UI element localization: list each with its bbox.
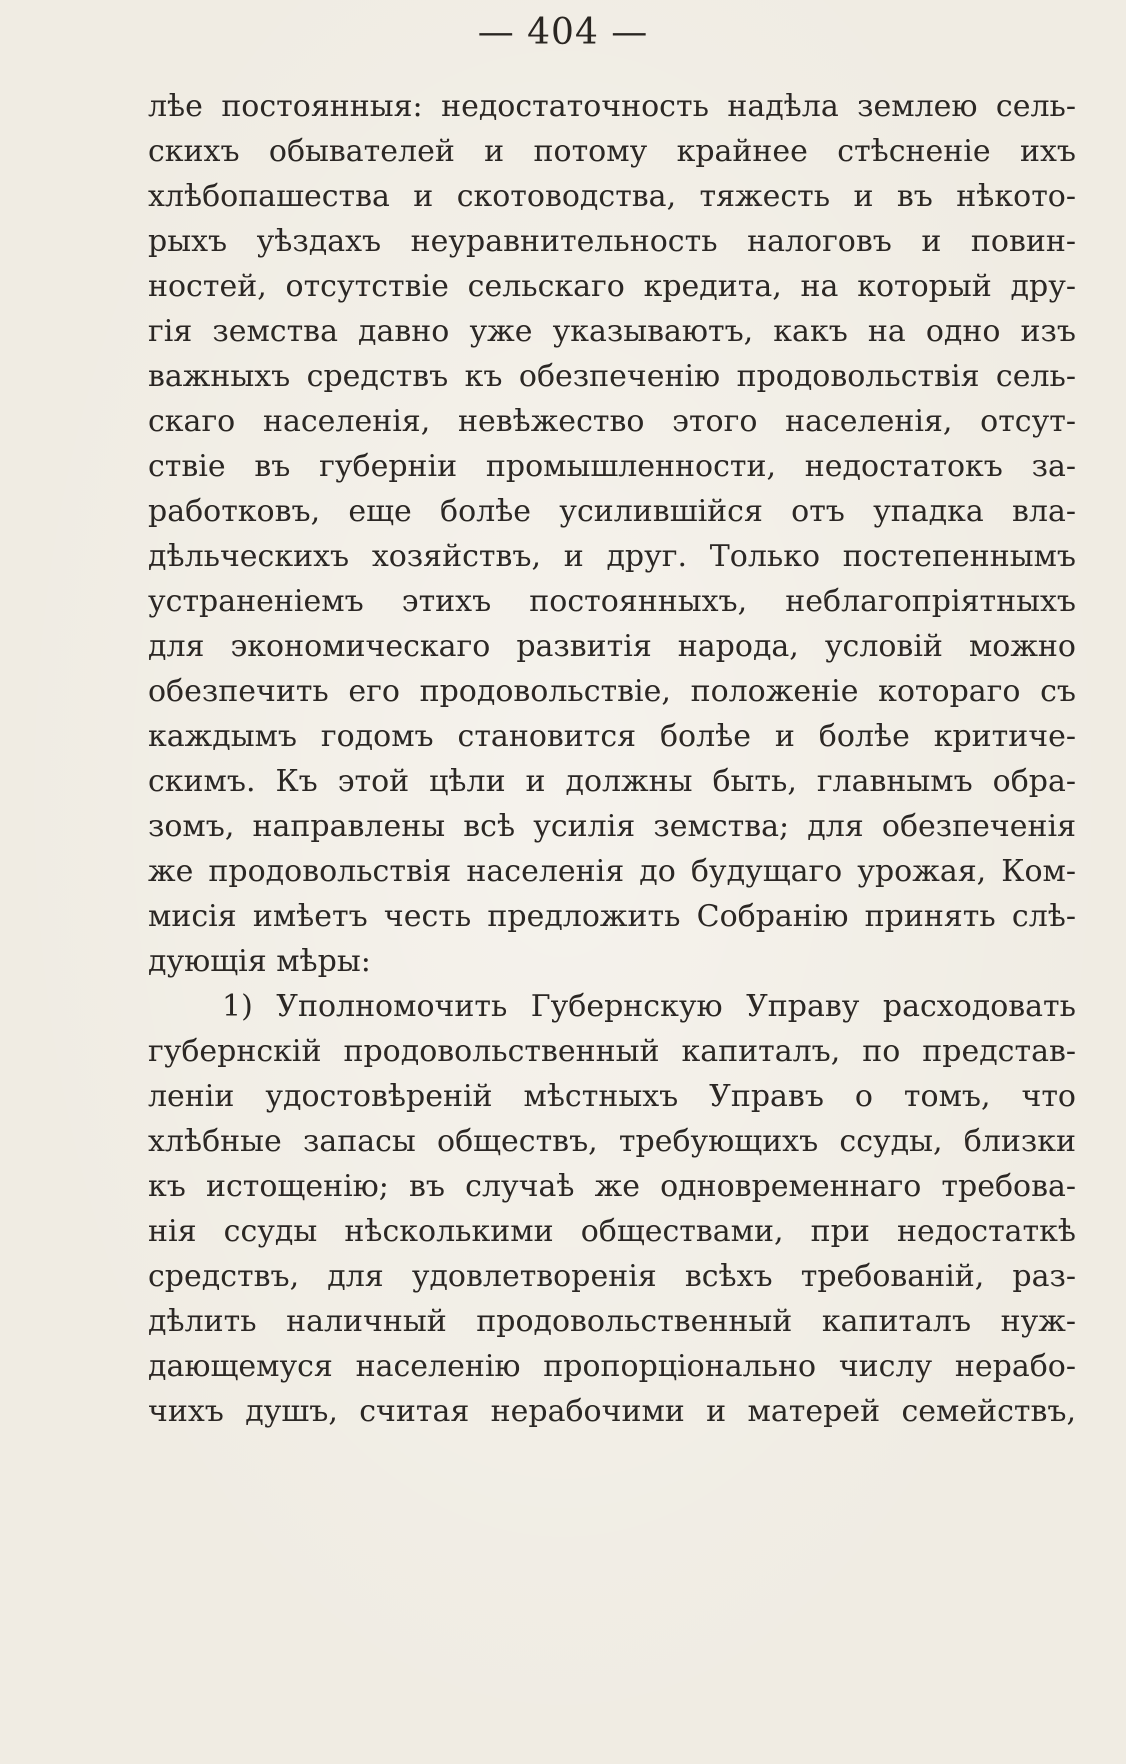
text-line: хлѣбные запасы обществъ, требующихъ ссуды, близки — [148, 1124, 1076, 1159]
text-line: скихъ обывателей и потому крайнее стѣсненіе ихъ — [148, 134, 1076, 169]
page-number: — 404 — — [477, 12, 649, 53]
text-line: для экономическаго развитія народа, условій можно — [148, 629, 1076, 664]
text-line: важныхъ средствъ къ обезпеченію продовольствія сель- — [148, 359, 1076, 394]
text-line: дающемуся населенію пропорціонально числу нерабо- — [148, 1349, 1076, 1384]
text-line: зомъ, направлены всѣ усилія земства; для обезпеченія — [148, 809, 1076, 844]
text-line: лѣе постоянныя: недостаточность надѣла землею сель- — [148, 89, 1076, 124]
body-text — [148, 84, 1076, 1434]
text-line: дѣлить наличный продовольственный капиталъ нуж- — [148, 1304, 1076, 1339]
text-line: рыхъ уѣздахъ неуравнительность налоговъ и повин- — [148, 224, 1076, 259]
paragraph-1 — [148, 84, 1076, 984]
text-line: каждымъ годомъ становится болѣе и болѣе критиче- — [148, 719, 1076, 754]
text-line: нія ссуды нѣсколькими обществами, при недостаткѣ — [148, 1214, 1076, 1249]
text-line: дѣльческихъ хозяйствъ, и друг. Только постепеннымъ — [148, 539, 1076, 574]
text-line: мисія имѣетъ честь предложить Собранію принять слѣ- — [148, 899, 1076, 934]
text-line: средствъ, для удовлетворенія всѣхъ требованій, раз- — [148, 1259, 1076, 1294]
text-line: хлѣбопашества и скотоводства, тяжесть и въ нѣкото- — [148, 179, 1076, 214]
text-line: гія земства давно уже указываютъ, какъ на одно изъ — [148, 314, 1076, 349]
text-line: чихъ душъ, считая нерабочими и матерей семействъ, — [148, 1394, 1076, 1429]
text-line: устраненіемъ этихъ постоянныхъ, неблагопріятныхъ — [148, 584, 1076, 619]
text-line: же продовольствія населенія до будущаго урожая, Ком- — [148, 854, 1076, 889]
text-line: губернскій продовольственный капиталъ, по представ- — [148, 1034, 1076, 1069]
text-line: скимъ. Къ этой цѣли и должны быть, главнымъ обра- — [148, 764, 1076, 799]
text-line: обезпечить его продовольствіе, положеніе котораго съ — [148, 674, 1076, 709]
text-line: къ истощенію; въ случаѣ же одновременнаго требова- — [148, 1169, 1076, 1204]
text-line: скаго населенія, невѣжество этого населенія, отсут- — [148, 404, 1076, 439]
text-line: работковъ, еще болѣе усилившійся отъ упадка вла- — [148, 494, 1076, 529]
text-line: ствіе въ губерніи промышленности, недостатокъ за- — [148, 449, 1076, 484]
text-line: 1) Уполномочить Губернскую Управу расходовать — [222, 989, 1076, 1024]
text-line: дующія мѣры: — [148, 944, 371, 979]
paragraph-2 — [148, 984, 1076, 1434]
text-line: леніи удостовѣреній мѣстныхъ Управъ о томъ, что — [148, 1079, 1076, 1114]
text-line: ностей, отсутствіе сельскаго кредита, на который дру- — [148, 269, 1076, 304]
